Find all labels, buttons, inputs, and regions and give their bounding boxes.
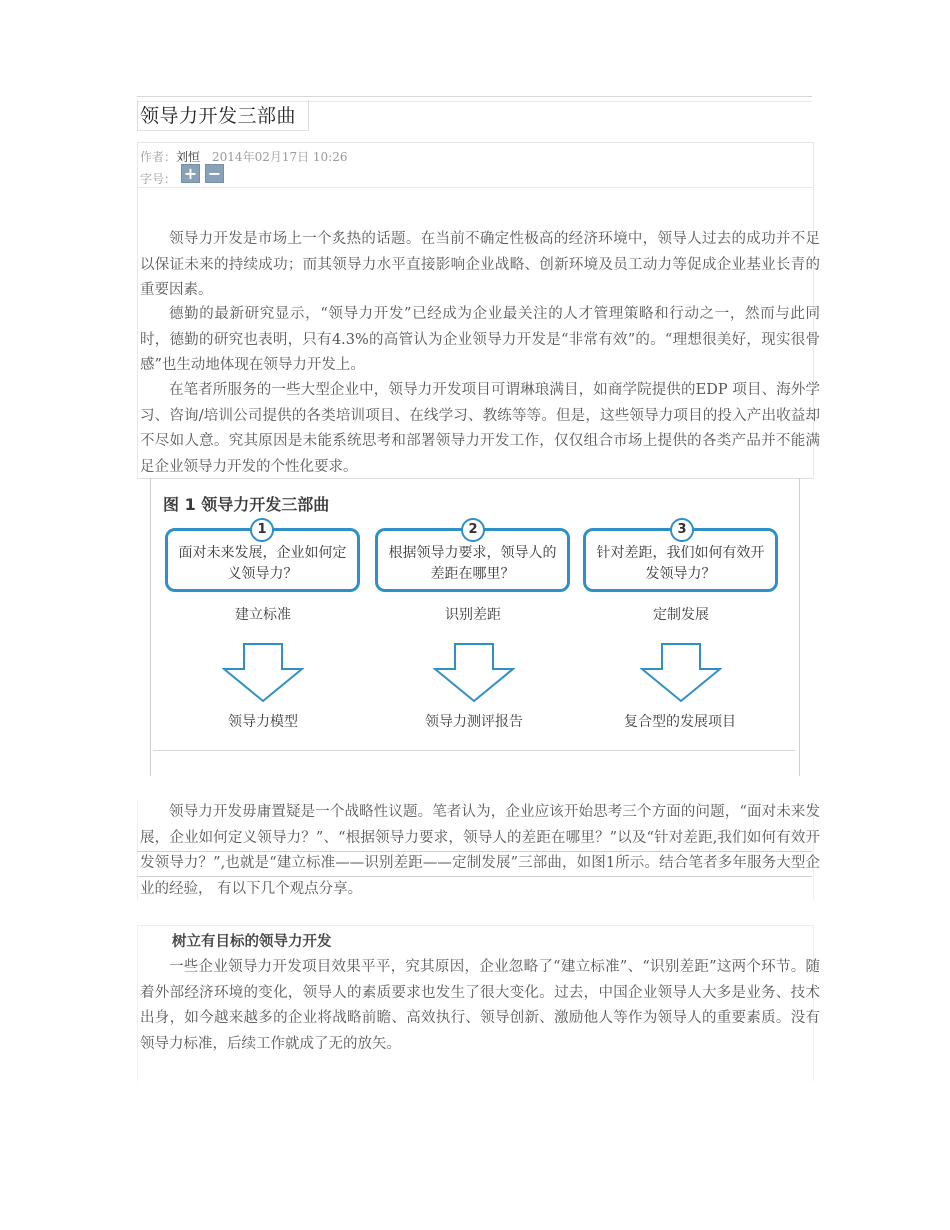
step-1-result: 领导力模型 bbox=[228, 714, 298, 730]
page-title: 领导力开发三部曲 bbox=[140, 105, 297, 127]
down-arrow-icon bbox=[222, 643, 304, 703]
down-arrow-shape bbox=[642, 644, 720, 701]
step-1-question: 面对未来发展，企业如何定义领导力？ bbox=[178, 545, 347, 582]
publish-datetime: 2014年02月17日 10:26 bbox=[212, 150, 348, 164]
figure-divider bbox=[153, 750, 795, 751]
step-3-result: 复合型的发展项目 bbox=[624, 714, 736, 730]
font-size-label: 字号： bbox=[140, 172, 177, 186]
article-paragraph: 领导力开发是市场上一个炙热的话题。在当前不确定性极高的经济环境中，领导人过去的成功并不足以保证未来的持续成功；而其领导力水平直接影响企业战略、创新环境及员工动力等促成企业基业长青的重要因素。 bbox=[140, 231, 820, 298]
step-3-question: 针对差距，我们如何有效开发领导力？ bbox=[596, 545, 765, 582]
step-1-label: 建立标准 bbox=[235, 607, 291, 623]
article-paragraph: 一些企业领导力开发项目效果平平，究其原因，企业忽略了“建立标准”、“识别差距”这两个环节。随着外部经济环境的变化，领导人的素质要求也发生了很大变化。过去，中国企业领导人大多是业务、技术出身，如今越来越多的企业将战略前瞻、高效执行、领导创新、激励他人等作为领导人的重要素质。没有领导力标准，后续工作就成了无的放矢。 bbox=[140, 959, 820, 1052]
section-heading: 树立有目标的领导力开发 bbox=[172, 933, 332, 950]
step-2-label: 识别差距 bbox=[445, 607, 501, 623]
article-paragraph: 领导力开发毋庸置疑是一个战略性议题。笔者认为，企业应该开始思考三个方面的问题，“面对未来发展，企业如何定义领导力？”、“根据领导力要求，领导人的差距在哪里？”以及“针对差距,我们如何有效开发领导力？”,也就是“建立标准——识别差距——定制发展”三部曲，如图1所示。结合笔者多年服务大型企业的经验， 有以下几个观点分享。 bbox=[140, 804, 820, 897]
step-3-label: 定制发展 bbox=[653, 607, 709, 623]
down-arrow-shape bbox=[224, 644, 302, 701]
down-arrow-shape bbox=[435, 644, 513, 701]
down-arrow-icon bbox=[640, 643, 722, 703]
step-3-number: 3 bbox=[670, 518, 694, 542]
step-2-question: 根据领导力要求，领导人的差距在哪里？ bbox=[388, 545, 557, 582]
step-1-number: 1 bbox=[250, 518, 274, 542]
article-paragraph: 在笔者所服务的一些大型企业中，领导力开发项目可谓琳琅满目，如商学院提供的EDP 项目、海外学习、咨询/培训公司提供的各类培训项目、在线学习、教练等等。但是，这些领导力项目的投入产出收益却不尽如人意。究其原因是未能系统思考和部署领导力开发工作，仅仅组合市场上提供的各类产品并不能满足企业领导力开发的个性化要求。 bbox=[140, 382, 820, 475]
article-paragraph: 德勤的最新研究显示，“领导力开发”已经成为企业最关注的人才管理策略和行动之一，然而与此同时，德勤的研究也表明，只有4.3%的高管认为企业领导力开发是“非常有效”的。“理想很美好，现实很骨感”也生动地体现在领导力开发上。 bbox=[140, 306, 820, 373]
down-arrow-icon bbox=[433, 643, 515, 703]
article-meta bbox=[140, 148, 348, 165]
step-2-result: 领导力测评报告 bbox=[425, 714, 523, 730]
author-name[interactable]: 刘恒 bbox=[176, 150, 201, 164]
figure-title: 图 1 领导力开发三部曲 bbox=[163, 495, 330, 514]
author-label: 作者： bbox=[140, 150, 177, 164]
step-2-number: 2 bbox=[461, 518, 485, 542]
font-increase-button[interactable]: + bbox=[181, 164, 200, 183]
font-decrease-button[interactable]: − bbox=[205, 164, 224, 183]
